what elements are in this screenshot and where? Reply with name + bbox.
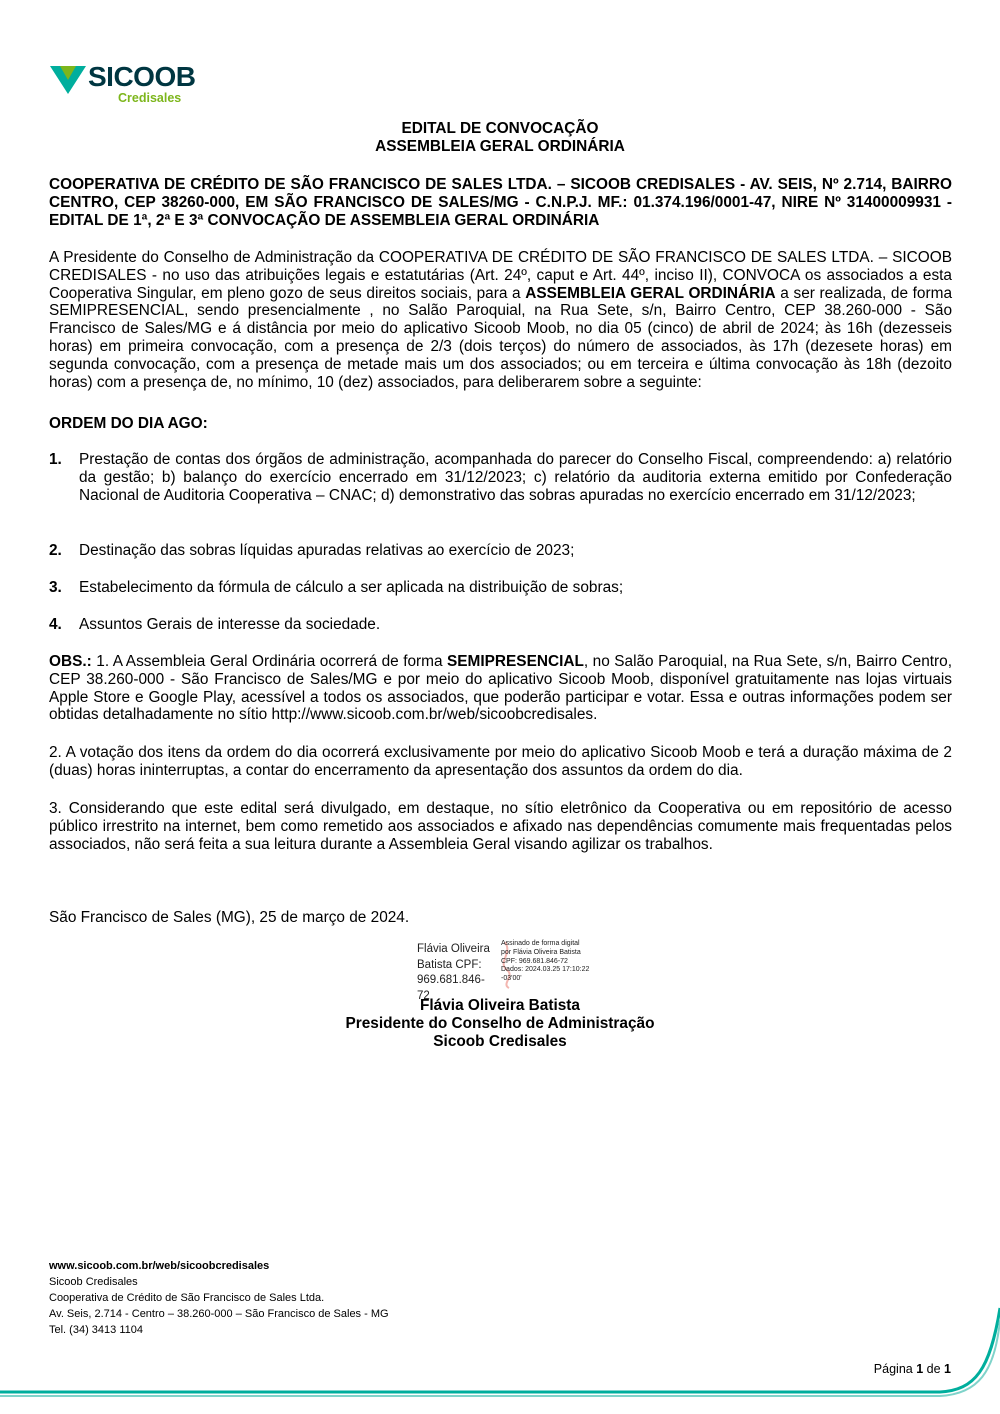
title-line-1: EDITAL DE CONVOCAÇÃO — [401, 120, 599, 137]
signatory-name: Flávia Oliveira Batista — [420, 997, 580, 1014]
page-total: 1 — [944, 1362, 951, 1376]
page-current: 1 — [916, 1362, 924, 1376]
agenda-item-number: 3. — [49, 579, 62, 596]
agenda-item-number: 4. — [49, 616, 62, 633]
footer-line-1: Sicoob Credisales — [49, 1276, 138, 1288]
agenda-item-number: 2. — [49, 542, 62, 559]
sicoob-logo-icon — [50, 64, 86, 94]
agenda-item-text: Estabelecimento da fórmula de cálculo a ser aplicada na distribuição de sobras; — [79, 579, 624, 596]
obs-paragraph-1 — [49, 653, 952, 724]
obs-p1-part-b: , no Salão Paroquial, na Rua Sete, s/n, Bairro Centro, CEP 38.260-000 - São Francisco de Sales/MG e por meio do aplicativo Sicoob Moob, disponível gratuitamente nas lojas virtuais Apple Store e Google Play, acessível a todos os associados, que poderão participar e votar. Essa e outras informações podem ser obtidas detalhadamente no sítio http://www.sicoob.com.br/web/sicoobcredisales. — [49, 653, 952, 724]
agenda-item-text: Destinação das sobras líquidas apuradas relativas ao exercício de 2023; — [79, 542, 575, 559]
intro-bold: ASSEMBLEIA GERAL ORDINÁRIA — [525, 284, 776, 302]
agenda-item-number: 1. — [49, 451, 62, 468]
footer-line-2: Cooperativa de Crédito de São Francisco de Sales Ltda. — [49, 1292, 325, 1304]
footer-url[interactable]: www.sicoob.com.br/web/sicoobcredisales — [49, 1260, 270, 1272]
signatory-org: Sicoob Credisales — [433, 1033, 567, 1050]
agenda-item — [49, 579, 952, 597]
obs-paragraph-3: 3. Considerando que este edital será divulgado, em destaque, no sítio eletrônico da Cooperativa ou em repositório de acesso público irrestrito na internet, bem como remetido aos associados e afixado nas dependências comumente mais frequentadas pelos associados, não será feita a sua leitura durante a Assembleia Geral visando agilizar os trabalhos. — [49, 800, 952, 853]
digital-signature — [415, 940, 590, 1002]
agenda-item-text: Prestação de contas dos órgãos de administração, acompanhada do parecer do Conselho Fiscal, compreendendo: a) relatório da gestão; b) balanço do exercício encerrado em 31/12/2023; c) relatório da auditoria externa emitido por Confederação Nacional de Auditoria Cooperativa – CNAC; d) demonstrativo das sobras apuradas no exercício encerrado em 31/12/2023; — [79, 451, 952, 504]
footer-swoosh-decoration — [0, 1300, 1000, 1414]
signature-digital-name: Flávia Oliveira Batista CPF: 969.681.846-72 — [417, 943, 490, 1002]
agenda-item — [49, 616, 952, 634]
signatory-role: Presidente do Conselho de Administração — [345, 1015, 655, 1032]
page-label: Página — [873, 1362, 913, 1376]
agenda-item — [49, 451, 952, 523]
signatory — [0, 997, 1000, 1051]
intro-paragraph — [49, 249, 952, 391]
document-title — [0, 120, 1000, 156]
cooperative-heading: COOPERATIVA DE CRÉDITO DE SÃO FRANCISCO DE SALES LTDA. – SICOOB CREDISALES - AV. SEIS, Nº 2.714, BAIRRO CENTRO, CEP 38260-000, EM SÃO FRANCISCO DE SALES/MG - C.N.P.J. MF.: 01.374.196/0001-47, NIRE Nº 31400009931 - EDITAL DE 1ª, 2ª E 3ª CONVOCAÇÃO DE ASSEMBLEIA GERAL ORDINÁRIA — [49, 176, 952, 229]
agenda-item-text: Assuntos Gerais de interesse da sociedade. — [79, 616, 381, 633]
intro-part-2: a ser realizada, de forma SEMIPRESENCIAL, sendo presencialmente , no Salão Paroquial, na Rua Sete, s/n, Bairro Centro, CEP 38.260-000 - São Francisco de Sales/MG e á distância por meio do aplicativo Sicoob Moob, no dia 05 (cinco) de abril de 2024; às 16h (dezesseis horas) em primeira convocação, com a presença de 2/3 (dois terços) do número de associados, às 17h (dezesete horas) em segunda convocação, com a presença de metade mais um dos associados; ou em terceira e última convocação às 18h (dezoito horas) com a presença de, no mínimo, 10 (dez) associados, para deliberarem sobre a seguinte: — [49, 284, 952, 391]
footer-line-4: Tel. (34) 3413 1104 — [49, 1324, 143, 1336]
logo-brand: SICOOB — [88, 61, 196, 92]
agenda-title: ORDEM DO DIA AGO: — [49, 415, 208, 432]
footer-line-3: Av. Seis, 2.714 - Centro – 38.260-000 – São Francisco de Sales - MG — [49, 1308, 389, 1320]
agenda-item — [49, 542, 952, 560]
obs-p1-part-a: 1. A Assembleia Geral Ordinária ocorrerá de forma — [91, 653, 448, 670]
obs-label: OBS.: — [49, 653, 92, 670]
sicoob-logo — [50, 62, 200, 108]
date-line: São Francisco de Sales (MG), 25 de março de 2024. — [49, 909, 410, 926]
intro-part-1: A Presidente do Conselho de Administração da COOPERATIVA DE CRÉDITO DE SÃO FRANCISCO DE SALES LTDA. – SICOOB CREDISALES - no uso das atribuições legais e estatutárias (Art. 24º, caput e Art. 44º, inciso II), CONVOCA os associados a esta Cooperativa Singular, em pleno gozo de seus direitos sociais, para a — [49, 249, 952, 302]
page-sep: de — [926, 1362, 941, 1376]
obs-p1-bold: SEMIPRESENCIAL — [447, 653, 584, 670]
signature-digital-details: Assinado de forma digital por Flávia Oliveira Batista CPF: 969.681.846-72 Dados: 2024.03.25 17:10:22 -03'00' — [501, 940, 590, 983]
obs-paragraph-2: 2. A votação dos itens da ordem do dia ocorrerá exclusivamente por meio do aplicativo Sicoob Moob e terá a duração máxima de 2 (duas) horas ininterruptas, a contar do encerramento da apresentação dos assuntos da ordem do dia. — [49, 744, 952, 779]
logo-subtitle: Credisales — [118, 91, 182, 105]
title-line-2: ASSEMBLEIA GERAL ORDINÁRIA — [375, 138, 625, 155]
